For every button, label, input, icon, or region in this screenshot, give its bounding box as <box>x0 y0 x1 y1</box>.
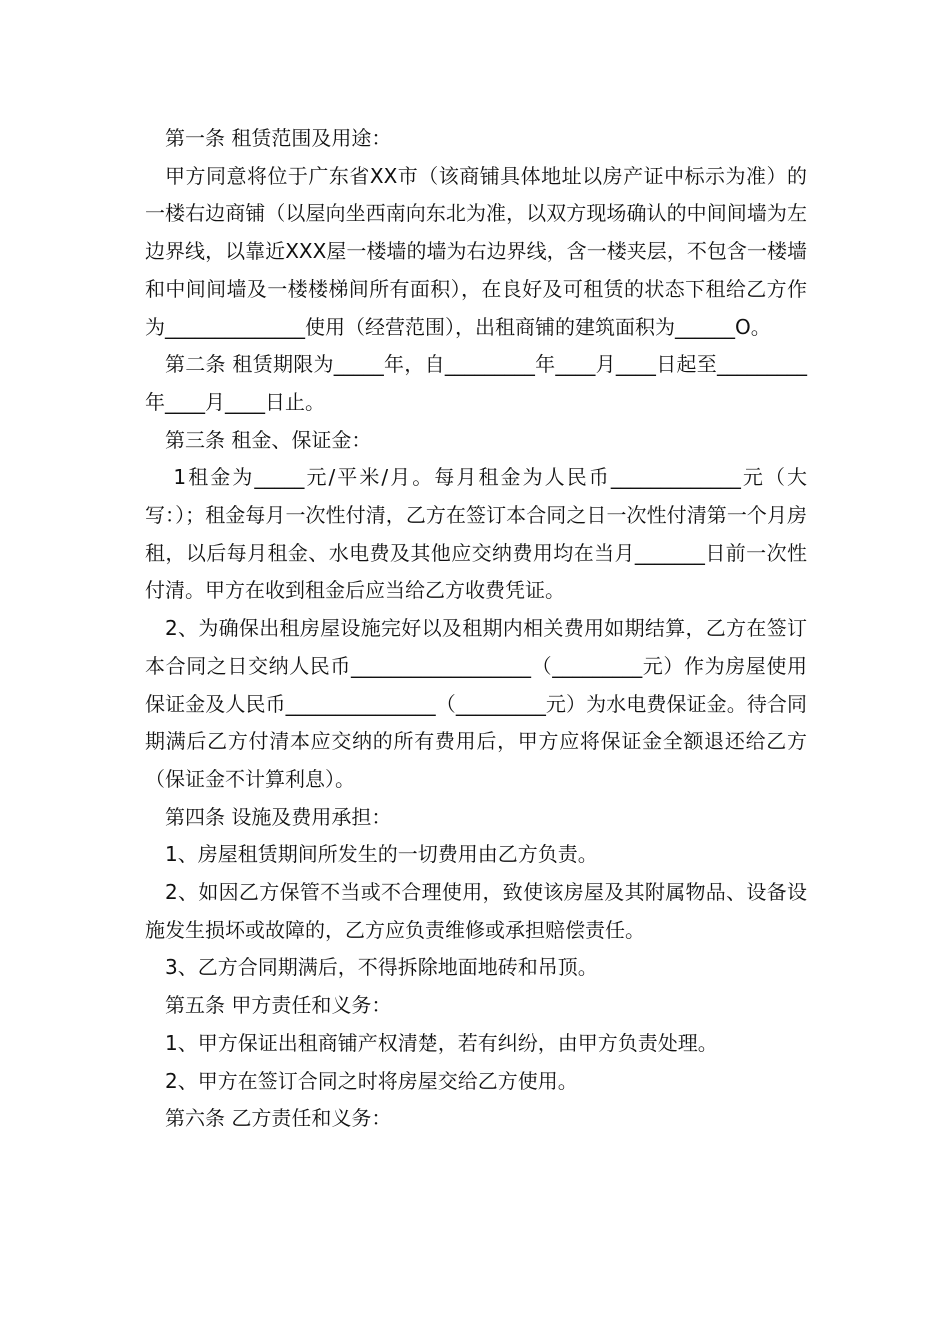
article-5-heading: 第五条 甲方责任和义务： <box>165 993 392 1018</box>
article-5-clause-1: 1、甲方保证出租商铺产权清楚，若有纠纷，由甲方负责处理。 <box>165 1030 718 1055</box>
document-body <box>145 120 807 1138</box>
article-3-clause-2: 2、为确保出租房屋设施完好以及租期内相关费用如期结算，乙方在签订本合同之日交纳人民币__________________（_________元）作为房屋使用保证金及人民币_______________（_________元）为水电费保证金。待合同期满后乙方付清本应交纳的所有费用后，甲方应将保证金全额退还给乙方（保证金不计算利息）。 <box>145 616 807 791</box>
article-5-clause-2: 2、甲方在签订合同之时将房屋交给乙方使用。 <box>165 1068 578 1093</box>
article-1-heading: 第一条 租赁范围及用途： <box>165 126 392 150</box>
article-6-heading: 第六条 乙方责任和义务： <box>165 1106 392 1131</box>
article-4-clause-2: 2、如因乙方保管不当或不合理使用，致使该房屋及其附属物品、设备设施发生损坏或故障的，乙方应负责维修或承担赔偿责任。 <box>145 880 807 942</box>
article-3-heading: 第三条 租金、保证金： <box>165 427 372 452</box>
article-2-text: 第二条 租赁期限为_____年，自_________年____月____日起至_________年____月____日止。 <box>145 352 807 414</box>
article-4-clause-3: 3、乙方合同期满后，不得拆除地面地砖和吊顶。 <box>165 955 598 980</box>
article-1-text: 甲方同意将位于广东省XX市（该商铺具体地址以房产证中标示为准）的一楼右边商铺（以屋向坐西南向东北为准，以双方现场确认的中间间墙为左边界线，以靠近XXX屋一楼墙的墙为右边界线，含一楼夹层，不包含一楼墙和中间间墙及一楼楼梯间所有面积），在良好及可租赁的状态下租给乙方作为______________使用（经营范围），出租商铺的建筑面积为______O。 <box>145 163 807 339</box>
article-4-clause-1: 1、房屋租赁期间所发生的一切费用由乙方负责。 <box>165 842 598 867</box>
article-4-heading: 第四条 设施及费用承担： <box>165 804 392 829</box>
article-3-clause-1: 1租金为_____元/平米/月。每月租金为人民币_____________元（大写：）；租金每月一次性付清，乙方在签订本合同之日一次性付清第一个月房租，以后每月租金、水电费及其他应交纳费用均在当月_______日前一次性付清。甲方在收到租金后应当给乙方收费凭证。 <box>145 465 808 603</box>
